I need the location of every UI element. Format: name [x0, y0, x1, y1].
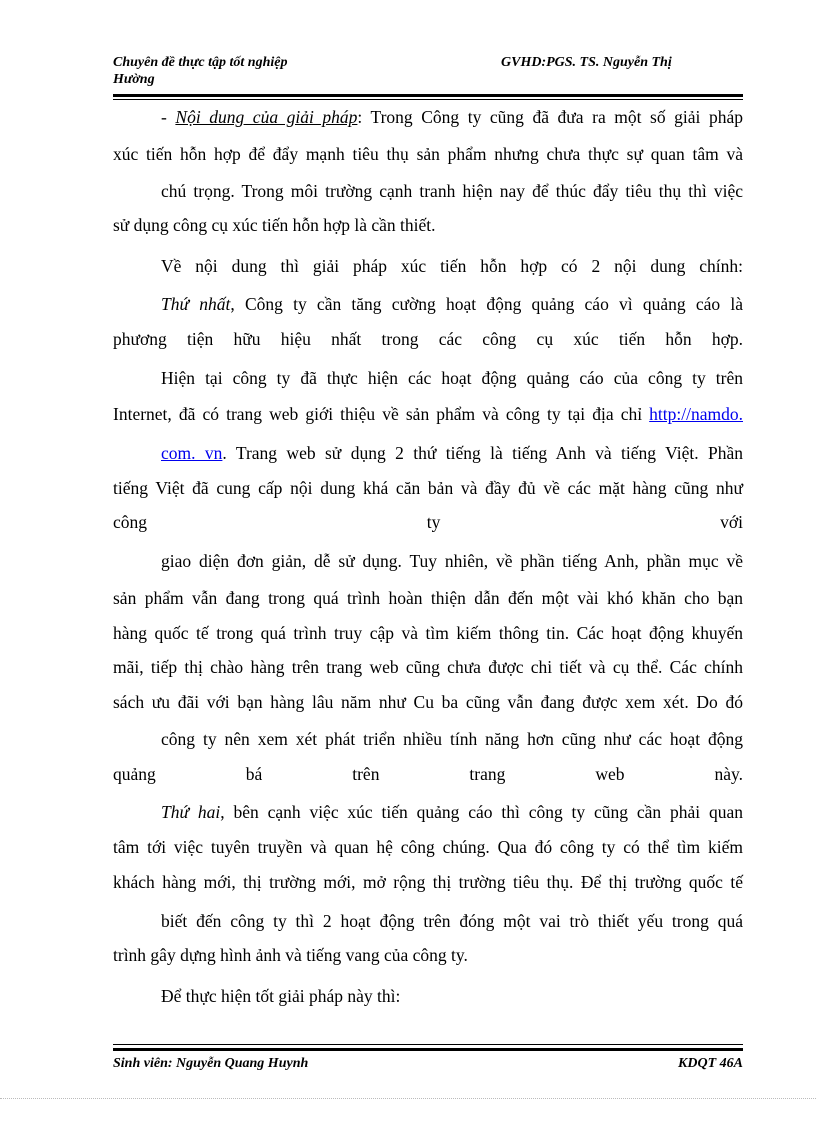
text-line: tiếng Việt đã cung cấp nội dung khá căn bản và đầy đủ về các mặt hàng cũng như — [113, 478, 743, 498]
text-line: Hiện tại công ty đã thực hiện các hoạt động quảng cáo của công ty trên — [161, 368, 743, 388]
text-line: hàng quốc tế trong quá trình truy cập và tìm kiếm thông tin. Các hoạt động khuyến — [113, 623, 743, 643]
website-link[interactable]: http://namdo. — [649, 404, 743, 424]
footer-rule-thick — [113, 1048, 743, 1051]
text-line: chú trọng. Trong môi trường cạnh tranh hiện nay để thúc đẩy tiêu thụ thì việc — [161, 181, 743, 201]
text-line: sách ưu đãi với bạn hàng lâu năm như Cu ba cũng vẫn đang được xem xét. Do đó — [113, 692, 743, 712]
header-thesis-title: Chuyên đề thực tập tốt nghiệp — [113, 55, 288, 70]
text-line: trình gây dựng hình ảnh và tiếng vang của công ty. — [113, 945, 468, 965]
section-heading: Nội dung của giải pháp — [175, 107, 358, 127]
text-line: - Nội dung của giải pháp: Trong Công ty cũng đã đưa ra một số giải pháp — [161, 107, 743, 127]
text-line: Thứ hai, bên cạnh việc xúc tiến quảng cáo thì công ty cũng cần phải quan — [161, 802, 743, 822]
page-header — [113, 54, 743, 94]
header-rule-thick — [113, 94, 743, 97]
text-line: phương tiện hữu hiệu nhất trong các công cụ xúc tiến hỗn hợp. — [113, 329, 743, 349]
text-line: khách hàng mới, thị trường mới, mở rộng thị trường tiêu thụ. Để thị trường quốc tế — [113, 872, 743, 892]
text-line: mãi, tiếp thị chào hàng trên trang web cũng chưa được chi tiết và cụ thể. Các chính — [113, 657, 743, 677]
text-line: com. vn. Trang web sử dụng 2 thứ tiếng là tiếng Anh và tiếng Việt. Phần — [161, 443, 743, 463]
text-line: xúc tiến hỗn hợp để đẩy mạnh tiêu thụ sản phẩm nhưng chưa thực sự quan tâm và — [113, 144, 743, 164]
text-line: công ty với — [113, 512, 743, 532]
text-line: Internet, đã có trang web giới thiệu về sản phẩm và công ty tại địa chỉ http://namdo. — [113, 404, 743, 424]
text-line: tâm tới việc tuyên truyền và quan hệ công chúng. Qua đó công ty có thể tìm kiếm — [113, 837, 743, 857]
text-line: Về nội dung thì giải pháp xúc tiến hỗn hợp có 2 nội dung chính: — [161, 256, 743, 276]
text-line: công ty nên xem xét phát triển nhiều tính năng hơn cũng như các hoạt động — [161, 729, 743, 749]
header-supervisor: GVHD:PGS. TS. Nguyễn Thị — [501, 55, 672, 70]
text-line: biết đến công ty thì 2 hoạt động trên đóng một vai trò thiết yếu trong quá — [161, 911, 743, 931]
header-rule-thin — [113, 99, 743, 100]
text-line: sử dụng công cụ xúc tiến hỗn hợp là cần thiết. — [113, 215, 436, 235]
footer-class: KDQT 46A — [678, 1056, 743, 1071]
text-line: Thứ nhất, Công ty cần tăng cường hoạt động quảng cáo vì quảng cáo là — [161, 294, 743, 314]
text-line: Để thực hiện tốt giải pháp này thì: — [161, 986, 401, 1006]
footer-rule-thin — [113, 1044, 743, 1045]
website-link-cont[interactable]: com. vn — [161, 443, 223, 463]
text-line: giao diện đơn giản, dễ sử dụng. Tuy nhiên, về phần tiếng Anh, phần mục về — [161, 551, 743, 571]
text-line: sản phẩm vẫn đang trong quá trình hoàn thiện dẫn đến một vài khó khăn cho bạn — [113, 588, 743, 608]
page-edge-divider — [0, 1098, 816, 1099]
footer-student: Sinh viên: Nguyễn Quang Huynh — [113, 1056, 309, 1071]
header-supervisor-cont: Hường — [113, 72, 155, 87]
text-line: quảng bá trên trang web này. — [113, 764, 743, 784]
